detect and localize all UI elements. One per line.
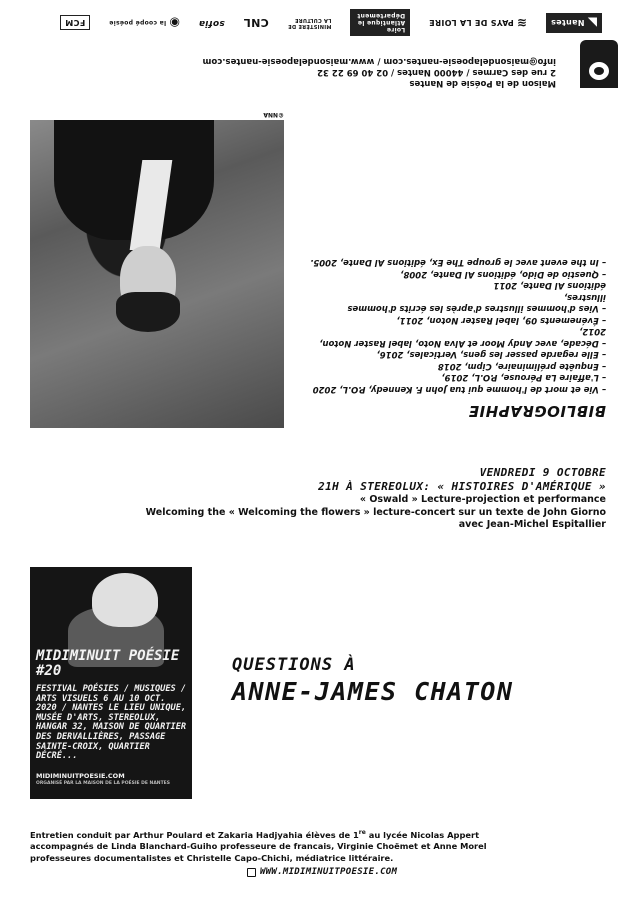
inverted-back-page [0, 0, 636, 440]
bibliography-item: – Événements 09, label Raster Noton, 2011, [396, 315, 606, 325]
contact-address: 2 rue des Carmes / 44000 Nantes / 02 40 69 22 32 [317, 67, 556, 77]
bibliography-item: – Décade, avec Andy Moor et Alva Noto, label Raster Noton, 2012, [319, 326, 606, 348]
contact-block [202, 55, 556, 88]
bibliography-list [306, 256, 606, 394]
event-venue: 21H À STEREOLUX: « HISTOIRES D'AMÉRIQUE » [318, 480, 606, 493]
bibliography-item: – Vie et mort de l'homme qui tua John F. Kennedy, P.O.L, 2020 [312, 384, 606, 394]
event-block [46, 466, 606, 532]
interview-credits [30, 827, 590, 864]
heading-line-1: QUESTIONS À [232, 655, 356, 675]
event-line-oswald: « Oswald » Lecture-projection et performance [359, 494, 606, 505]
heading-author-name: ANNE-JAMES CHATON [232, 677, 514, 706]
partner-logo-ministere: MINISTÈRE DE LA CULTURE [287, 17, 332, 29]
partner-logo-cnl: CNL [243, 16, 269, 30]
contact-links: info@maisondelapoesie-nantes.com / www.maisondelapoesie-nantes.com [202, 56, 556, 66]
nantes-n-icon: ◣ [587, 16, 597, 30]
bibliography-title: BIBLIOGRAPHIE [468, 402, 606, 420]
credits-line-2: accompagnés de Linda Blanchard-Guiho professeure de francais, Virginie Choëmet et Anne Morel [30, 841, 487, 852]
bibliography-item: – Enquête préliminaire, Cipm, 2018 [437, 361, 606, 371]
poster-photo-hair [92, 573, 158, 627]
partner-logo-departement: Loire Atlantique le Département [350, 10, 410, 37]
credits-line-1: Entretien conduit par Arthur Poulard et Zakaria Hadjyahia élèves de 1re au lycée Nicolas Appert [30, 829, 480, 840]
event-date: VENDREDI 9 OCTOBRE [479, 466, 606, 479]
partner-logos [0, 8, 636, 38]
event-line-guest: avec Jean-Michel Espitallier [458, 519, 606, 530]
bibliography-item: – Elle regarde passer les gens, Verticales, 2016, [376, 349, 606, 360]
bibliography-item: – Vies d'hommes illustres d'après les écrits d'hommes illustres, [347, 292, 606, 314]
credits-line-3: professeures documentalistes et Christelle Capo-Chichi, médiatrice littéraire. [30, 852, 394, 863]
festival-poster [30, 567, 192, 799]
bibliography-item: – L'affaire La Pérouse, P.O.L, 2019, [441, 372, 606, 383]
region-icon: ≋ [516, 16, 528, 30]
poster-organizer: ORGANISÉ PAR LA MAISON DE LA POÉSIE DE NANTES [36, 781, 170, 786]
partner-logo-coope: ◉ la coopé poésie [108, 16, 180, 30]
bibliography-item: – In the event avec le groupe The Ex, éditions Al Dante, 2005. [310, 257, 606, 268]
bibliography-item: – Questio de Dido, éditions Al Dante, 2008, [400, 269, 606, 279]
maison-poesie-logo [580, 40, 618, 88]
home-icon [247, 868, 256, 877]
poster-url: MIDIMINUITPOESIE.COM [36, 772, 125, 780]
photo-credit: ©NNA [263, 111, 284, 118]
coope-icon: ◉ [169, 16, 180, 30]
partner-logo-nantes: ◣ Nantes [546, 13, 602, 33]
website-footer[interactable] [247, 867, 397, 877]
bibliography-item: éditions Al Dante, 2011 [493, 280, 606, 291]
event-line-welcoming: Welcoming the « Welcoming the flowers » lecture-concert sur un texte de John Giorno [145, 506, 606, 518]
author-photo [30, 120, 284, 428]
website-url[interactable]: WWW.MIDIMINUITPOESIE.COM [260, 867, 398, 877]
partner-logo-fcm: FCM [60, 16, 90, 31]
partner-logo-region: ≋ PAYS DE LA LOIRE [428, 16, 528, 30]
contact-org: Maison de la Poésie de Nantes [409, 78, 556, 88]
poster-info: FESTIVAL POÉSIES / MUSIQUES / ARTS VISUELS 6 AU 10 OCT. 2020 / NANTES LE LIEU UNIQUE, MUSÉE D'ARTS, STEREOLUX, HANGAR 32, MAISON DE QUARTIER DES DERVALLIÈRES, PASSAGE SAINTE-CROIX, QUARTIER DÉCRÉ... [36, 684, 187, 762]
partner-logo-sofia: sofia [198, 18, 225, 28]
interview-heading [232, 654, 513, 708]
poster-title: MIDIMINUIT POÉSIE #20 [36, 648, 180, 679]
bibliography [306, 256, 606, 420]
